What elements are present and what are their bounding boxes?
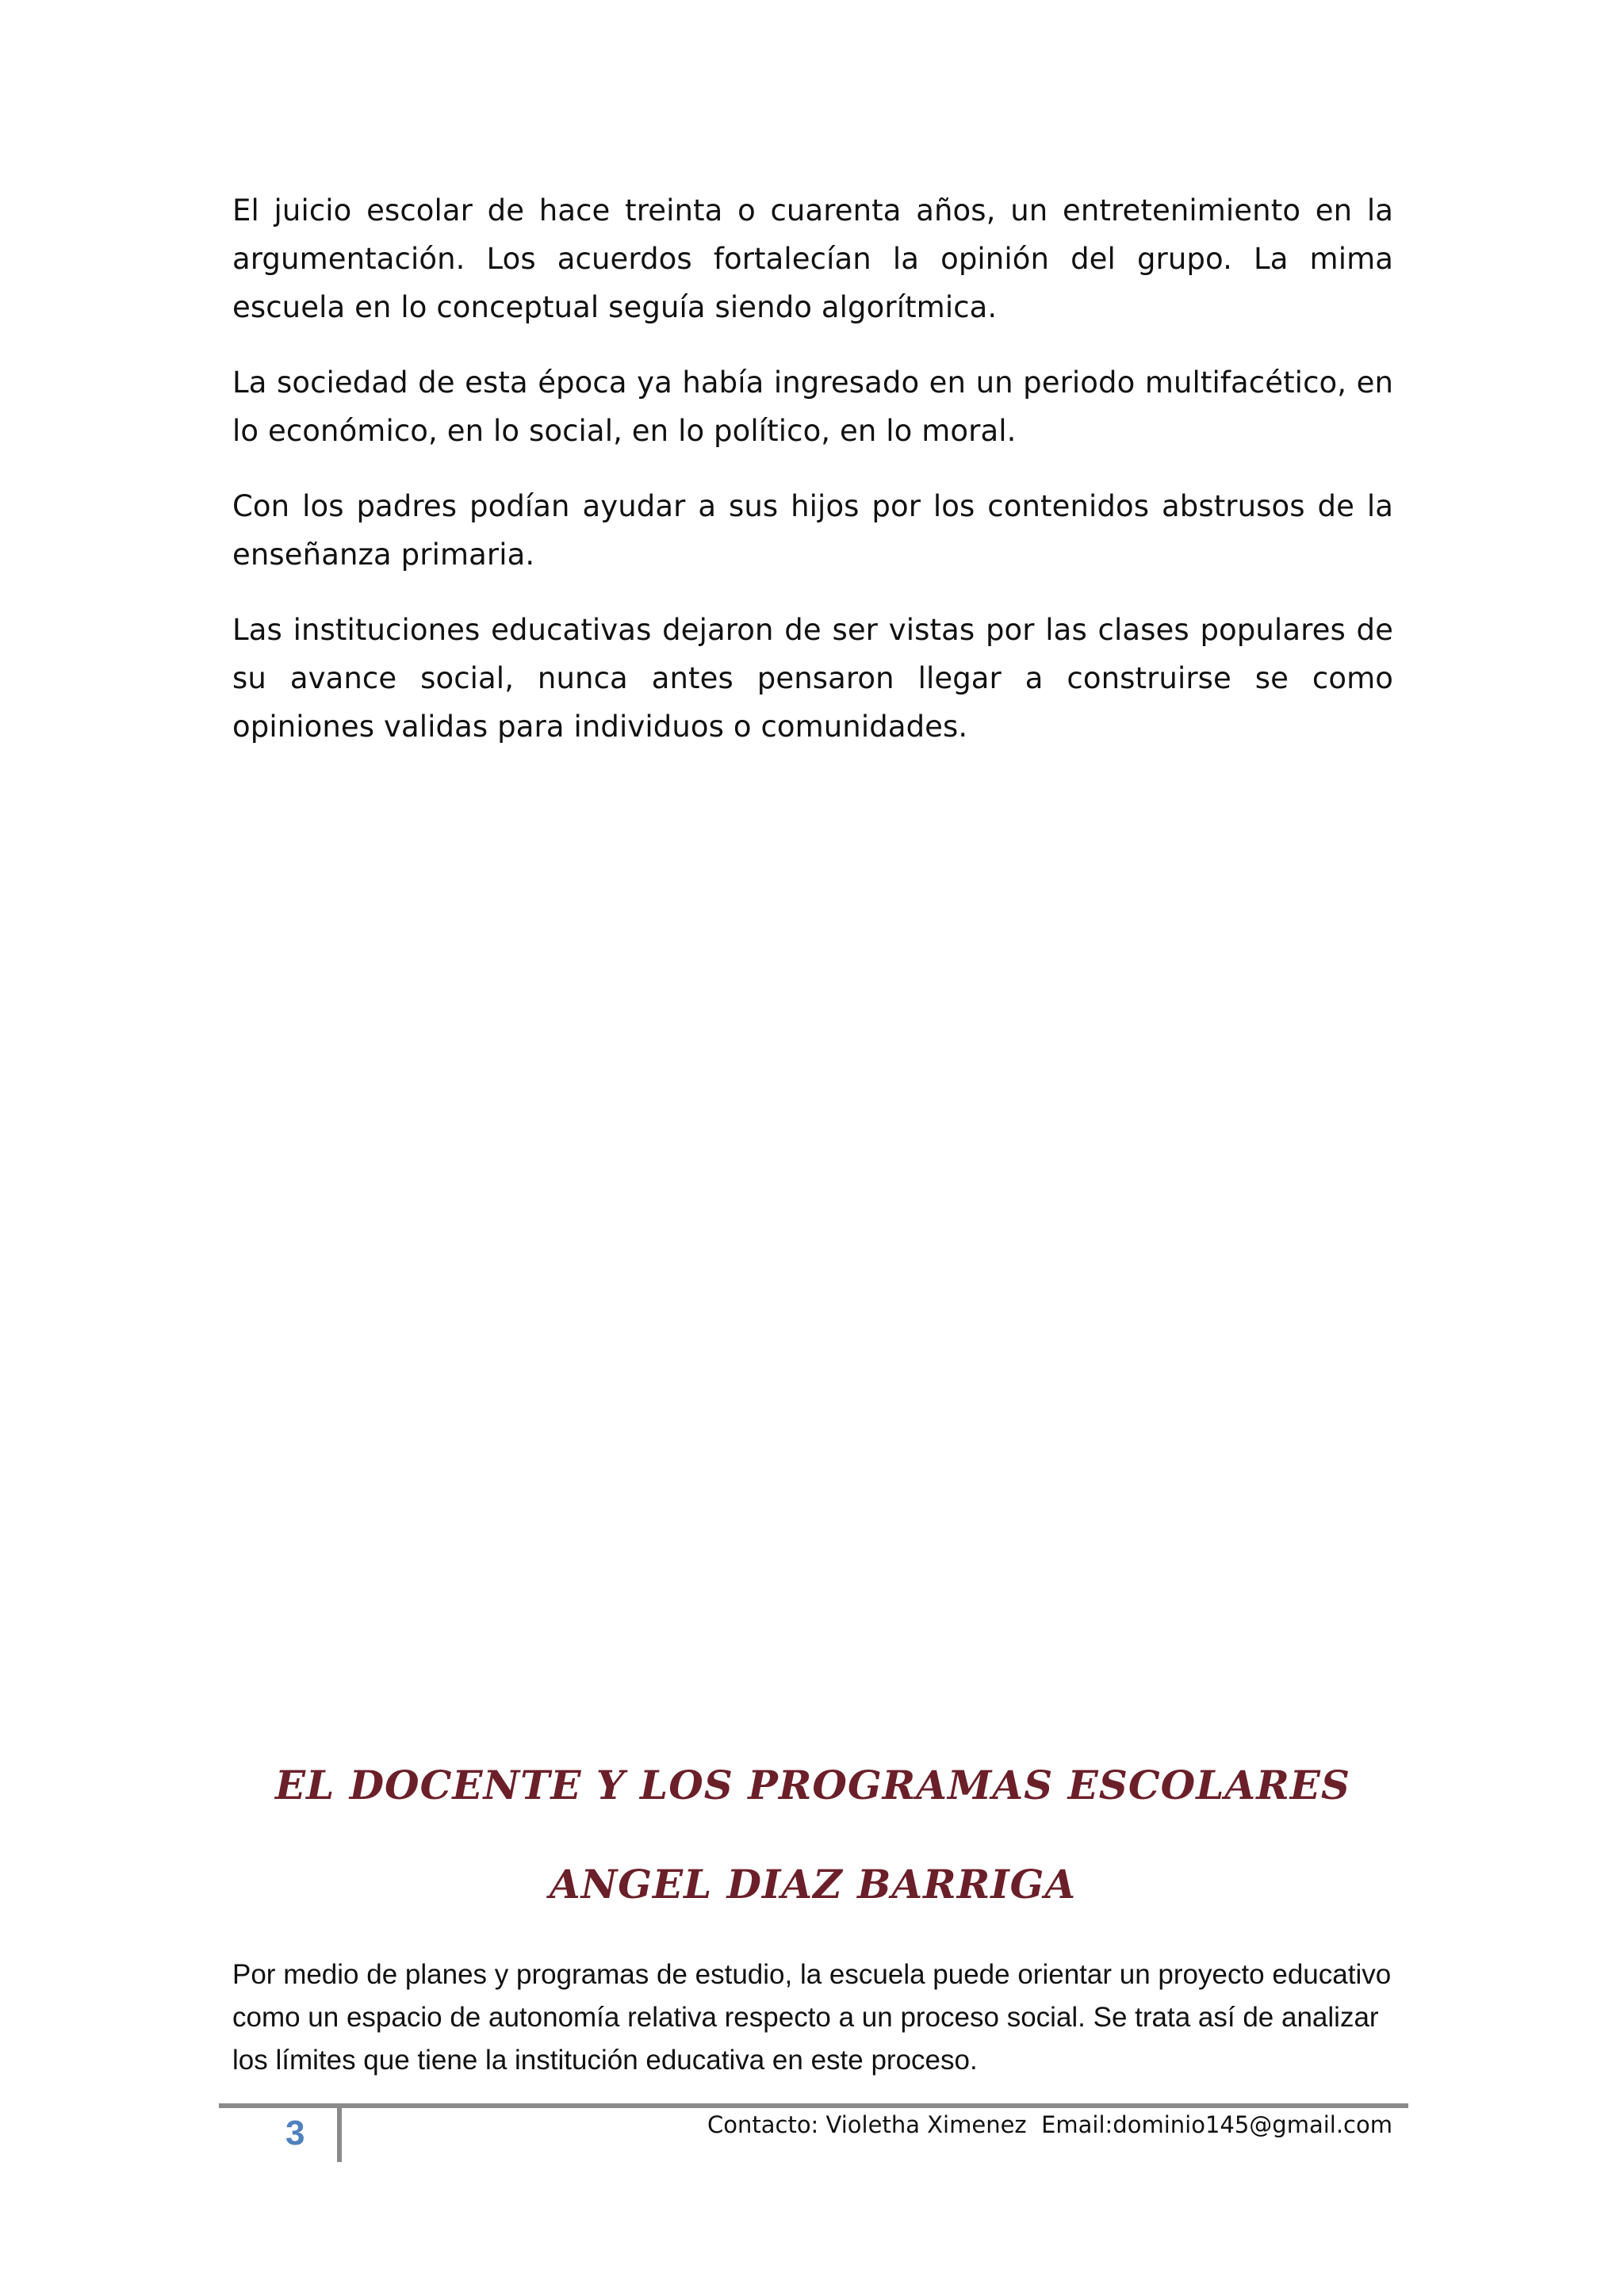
- paragraph-4: Las instituciones educativas dejaron de ser vistas por las clases populares de su avance social, nunca antes pensaron llegar a construirse se como opiniones validas para individuos o comunidades.: [232, 613, 1393, 744]
- footer-contact: Contacto: Violetha Ximenez Email:dominio145@gmail.com: [707, 2111, 1392, 2138]
- paragraph-2: La sociedad de esta época ya había ingresado en un periodo multifacético, en lo económico, en lo social, en lo político, en lo moral.: [232, 365, 1393, 448]
- body-text: [232, 186, 1393, 778]
- page-number: 3: [285, 2114, 305, 2152]
- section-author: ANGEL DIAZ BARRIGA: [549, 1861, 1077, 1908]
- footer-rule: [219, 2103, 1408, 2108]
- section-intro: [232, 1954, 1393, 2082]
- footer-divider: [337, 2108, 342, 2162]
- paragraph-3: Con los padres podían ayudar a sus hijos por los contenidos abstrusos de la enseñanza primaria.: [232, 489, 1393, 572]
- section-title: EL DOCENTE Y LOS PROGRAMAS ESCOLARES: [275, 1762, 1350, 1808]
- paragraph-1: El juicio escolar de hace treinta o cuarenta años, un entretenimiento en la argumentación. Los acuerdos fortalecían la opinión del grupo. La mima escuela en lo conceptual seguía siendo algorítmica.: [232, 193, 1393, 324]
- section-intro-paragraph: Por medio de planes y programas de estudio, la escuela puede orientar un proyecto educativo como un espacio de autonomía relativa respecto a un proceso social. Se trata así de analizar los límites que tiene la institución educativa en este proceso.: [232, 1959, 1392, 2076]
